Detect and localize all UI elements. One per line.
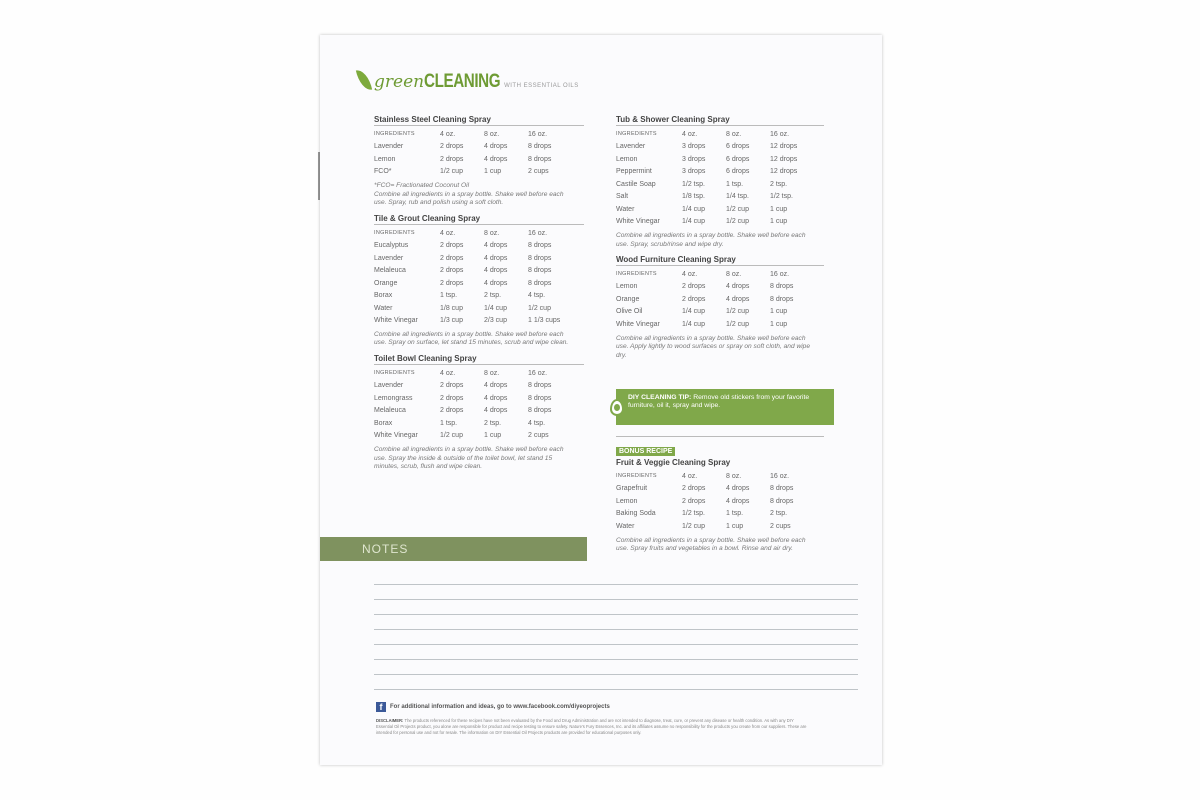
- ingredient-amount: 2 cups: [528, 168, 549, 176]
- ingredient-amount: 1 cup: [484, 432, 502, 440]
- facebook-icon: f: [376, 702, 386, 712]
- recipe-instructions: [616, 537, 816, 554]
- table-row: [374, 417, 551, 430]
- ingredient-amount: 1/2 cup: [440, 168, 463, 176]
- ingredient-amount: 6 drops: [726, 143, 750, 151]
- table-row: [616, 306, 793, 319]
- ingredient-amount: 8 drops: [528, 242, 552, 250]
- ingredient-amount: 1/2 cup: [726, 308, 749, 316]
- header-size: 16 oz.: [528, 130, 548, 138]
- table-row: [616, 191, 797, 204]
- header-size: 4 oz.: [682, 270, 698, 278]
- ingredient-amount: 8 drops: [528, 382, 552, 390]
- ingredient-amount: 8 drops: [770, 283, 794, 291]
- ingredient-amount: 1 cup: [770, 320, 788, 328]
- recipe-title: Toilet Bowl Cleaning Spray: [374, 354, 584, 365]
- ingredient-amount: 6 drops: [726, 155, 750, 163]
- instruction-text: Combine all ingredients in a spray bottle. Shake well before each use. Spray the inside & outside of the toilet bowl, let stand 15 minutes, scrub, flush and wipe clean.: [374, 445, 564, 471]
- recipe-card: [616, 255, 824, 360]
- ingredient-amount: 2 tsp.: [484, 419, 502, 427]
- ingredient-name: White Vinegar: [616, 218, 660, 226]
- header-size: 4 oz.: [440, 369, 456, 377]
- header-size: 16 oz.: [770, 270, 790, 278]
- ingredient-name: Orange: [616, 295, 640, 303]
- ingredient-amount: 4 drops: [484, 407, 508, 415]
- ingredient-amount: 1/4 cup: [484, 304, 507, 312]
- table-row: [616, 203, 797, 216]
- ingredient-amount: 1 cup: [770, 205, 788, 213]
- right-column: [616, 115, 824, 366]
- instruction-text: *FCO= Fractionated Coconut Oil: [374, 182, 470, 189]
- recipe-instructions: [374, 182, 574, 208]
- notes-line: [374, 674, 858, 675]
- recipe-instructions: [616, 335, 816, 361]
- ingredient-amount: 4 drops: [484, 394, 508, 402]
- instruction-text: Combine all ingredients in a spray bottle. Shake well before each use. Spray, scrub/rinse and wipe dry.: [616, 232, 806, 248]
- ingredient-amount: 1/2 tsp.: [682, 180, 705, 188]
- ingredient-amount: 3 drops: [682, 168, 706, 176]
- ingredient-amount: 3 drops: [682, 143, 706, 151]
- ingredient-amount: 2 drops: [682, 295, 706, 303]
- ingredient-amount: 1 1/3 cups: [528, 317, 561, 325]
- ingredient-amount: 1 cup: [726, 522, 744, 530]
- ingredient-name: Grapefruit: [616, 485, 648, 493]
- ingredient-amount: 12 drops: [770, 143, 798, 151]
- table-row: [616, 281, 793, 294]
- facebook-text: For additional information and ideas, go to www.facebook.com/diyeoprojects: [390, 704, 610, 710]
- header-size: 16 oz.: [528, 369, 548, 377]
- header-size: 16 oz.: [770, 472, 790, 480]
- table-header-row: [616, 128, 797, 141]
- table-row: [374, 264, 560, 277]
- ingredient-table: [374, 227, 560, 327]
- left-column: [374, 115, 584, 478]
- notes-line: [374, 689, 858, 690]
- ingredient-amount: 1 cup: [770, 308, 788, 316]
- header-ingredients: INGREDIENTS: [374, 370, 415, 377]
- header-ingredients: INGREDIENTS: [374, 131, 415, 138]
- table-row: [616, 141, 797, 154]
- header-ingredients: INGREDIENTS: [616, 131, 657, 138]
- ingredient-table: [374, 128, 551, 178]
- ingredient-name: Salt: [616, 193, 629, 201]
- header-size: 4 oz.: [682, 472, 698, 480]
- ingredient-amount: 2 tsp.: [770, 510, 788, 518]
- ingredient-name: Borax: [374, 292, 393, 300]
- ingredient-amount: 4 drops: [484, 155, 508, 163]
- recipe-card: [374, 115, 584, 208]
- header-size: 8 oz.: [726, 130, 742, 138]
- tip-text: Remove old stickers from your favorite furniture, oil it, spray and wipe.: [628, 394, 810, 409]
- ingredient-table: [374, 367, 551, 442]
- ingredient-amount: 2 drops: [440, 155, 464, 163]
- instruction-text: Combine all ingredients in a spray bottle. Shake well before each use. Apply lightly to wood surfaces or spray on soft cloth, and wipe dry.: [616, 334, 811, 359]
- ingredient-name: Water: [616, 522, 635, 530]
- leaf-icon: [356, 68, 372, 92]
- ingredient-name: Olive Oil: [616, 308, 643, 316]
- ingredient-amount: 4 drops: [484, 254, 508, 262]
- table-row: [616, 318, 793, 331]
- ingredient-amount: 8 drops: [528, 407, 552, 415]
- header-ingredients: INGREDIENTS: [616, 271, 657, 278]
- ingredient-amount: 1 tsp.: [726, 510, 744, 518]
- ingredient-amount: 1/2 tsp.: [770, 193, 793, 201]
- table-row: [374, 429, 551, 442]
- header-size: 8 oz.: [484, 369, 500, 377]
- disclaimer: [376, 718, 808, 735]
- ingredient-amount: 2/3 cup: [484, 317, 507, 325]
- water-drop-icon: [610, 399, 624, 416]
- notes-line: [374, 629, 858, 630]
- ingredient-name: Lemon: [616, 497, 638, 505]
- ingredient-amount: 4 drops: [484, 267, 508, 275]
- brand-subtitle: WITH ESSENTIAL OILS: [504, 83, 579, 89]
- table-row: [374, 392, 551, 405]
- ingredient-amount: 8 drops: [528, 394, 552, 402]
- ingredient-amount: 4 drops: [484, 242, 508, 250]
- recipe-instructions: [616, 232, 816, 249]
- table-row: [616, 508, 793, 521]
- recipe-title: Tub & Shower Cleaning Spray: [616, 115, 824, 126]
- recipe-title: Stainless Steel Cleaning Spray: [374, 115, 584, 126]
- recipe-card: [374, 354, 584, 472]
- table-row: [374, 277, 560, 290]
- ingredient-amount: 1/2 cup: [440, 432, 463, 440]
- table-row: [374, 141, 551, 154]
- ingredient-name: Lemongrass: [374, 394, 413, 402]
- ingredient-amount: 1/4 cup: [682, 308, 705, 316]
- ingredient-name: Borax: [374, 419, 393, 427]
- ingredient-amount: 1/4 tsp.: [726, 193, 749, 201]
- table-row: [616, 178, 797, 191]
- ingredient-amount: 2 drops: [682, 283, 706, 291]
- ingredient-amount: 4 drops: [726, 295, 750, 303]
- ingredient-amount: 8 drops: [528, 143, 552, 151]
- header-size: 4 oz.: [682, 130, 698, 138]
- ingredient-name: Baking Soda: [616, 510, 656, 518]
- recipe-instructions: [374, 446, 574, 472]
- recipe-title: Fruit & Veggie Cleaning Spray: [616, 458, 731, 467]
- ingredient-amount: 1/2 cup: [726, 205, 749, 213]
- ingredient-name: Peppermint: [616, 168, 652, 176]
- table-row: [616, 520, 793, 533]
- table-row: [616, 293, 793, 306]
- notes-line: [374, 584, 858, 585]
- ingredient-amount: 2 drops: [682, 485, 706, 493]
- notes-line: [374, 644, 858, 645]
- ingredient-amount: 8 drops: [528, 155, 552, 163]
- ingredient-amount: 12 drops: [770, 168, 798, 176]
- header-size: 8 oz.: [726, 270, 742, 278]
- ingredient-table: [616, 470, 793, 533]
- ingredient-name: Lemon: [616, 155, 638, 163]
- ingredient-amount: 8 drops: [770, 485, 794, 493]
- ingredient-name: Melaleuca: [374, 407, 406, 415]
- notes-heading: NOTES: [320, 537, 587, 561]
- ingredient-name: Water: [374, 304, 393, 312]
- ingredient-amount: 4 tsp.: [528, 419, 546, 427]
- table-row: [616, 216, 797, 229]
- ingredient-name: White Vinegar: [374, 317, 418, 325]
- table-row: [374, 252, 560, 265]
- ingredient-name: Lavender: [616, 143, 646, 151]
- ingredient-amount: 1/2 cup: [726, 320, 749, 328]
- ingredient-name: Lavender: [374, 382, 404, 390]
- ingredient-amount: 8 drops: [528, 254, 552, 262]
- ingredient-amount: 1 cup: [484, 168, 502, 176]
- ingredient-amount: 1/2 cup: [528, 304, 551, 312]
- disclaimer-text: The products referenced for these recipes have not been evaluated by the Food and Drug Administration and are not intended to diagnose, treat, cure, or prevent any disease or health condition. As with any DIY Essential Oil Projects product, you alone are responsible for product and recipe testing to ensure safety. Nature's Fury Essences, Inc. and its affiliates assume no responsibility for the products you create from our suppliers. These are intended for personal use and not for resale. The information on DIY Essential Oil Projects products are provided for educational purposes only.: [376, 718, 807, 735]
- ingredient-amount: 4 drops: [484, 143, 508, 151]
- ingredient-amount: 2 drops: [440, 382, 464, 390]
- diy-cleaning-tip-box: [616, 389, 834, 425]
- ingredient-name: Lemon: [616, 283, 638, 291]
- ingredient-amount: 2 cups: [528, 432, 549, 440]
- table-row: [616, 166, 797, 179]
- ingredient-name: FCO*: [374, 168, 392, 176]
- ingredient-amount: 2 tsp.: [484, 292, 502, 300]
- brand-green: green: [374, 72, 425, 92]
- ingredient-amount: 6 drops: [726, 168, 750, 176]
- header-ingredients: INGREDIENTS: [374, 230, 415, 237]
- notes-line: [374, 599, 858, 600]
- ingredient-amount: 1/2 cup: [726, 218, 749, 226]
- ingredient-name: Lemon: [374, 155, 396, 163]
- table-row: [374, 404, 551, 417]
- ingredient-amount: 1 tsp.: [726, 180, 744, 188]
- ingredient-amount: 8 drops: [770, 295, 794, 303]
- table-row: [616, 495, 793, 508]
- recipe-sheet: [320, 35, 882, 765]
- header-ingredients: INGREDIENTS: [616, 473, 657, 480]
- ingredient-amount: 1/4 cup: [682, 205, 705, 213]
- ingredient-amount: 2 drops: [440, 254, 464, 262]
- table-row: [374, 289, 560, 302]
- table-header-row: [374, 128, 551, 141]
- ingredient-name: Lavender: [374, 143, 404, 151]
- ingredient-name: White Vinegar: [616, 320, 660, 328]
- ingredient-amount: 1/2 tsp.: [682, 510, 705, 518]
- ingredient-amount: 1/4 cup: [682, 320, 705, 328]
- instruction-text: Combine all ingredients in a spray bottle. Shake well before each use. Spray on surface, let stand 15 minutes, scrub and wipe clean.: [374, 330, 569, 347]
- table-row: [374, 153, 551, 166]
- recipe-title: Wood Furniture Cleaning Spray: [616, 255, 824, 266]
- instruction-text: Combine all ingredients in a spray bottle. Shake well before each use. Spray fruits and vegetables in a bowl. Rinse and air dry.: [616, 536, 806, 553]
- notes-line: [374, 614, 858, 615]
- table-header-row: [616, 470, 793, 483]
- ingredient-amount: 1 tsp.: [440, 292, 458, 300]
- header-size: 4 oz.: [440, 130, 456, 138]
- ingredient-amount: 2 drops: [440, 394, 464, 402]
- brand-header: [358, 69, 579, 91]
- instruction-text: Combine all ingredients in a spray bottle. Shake well before each use. Spray, rub and polish using a soft cloth.: [374, 190, 564, 207]
- ingredient-name: Orange: [374, 279, 398, 287]
- ingredient-amount: 4 drops: [484, 382, 508, 390]
- header-size: 16 oz.: [770, 130, 790, 138]
- ingredient-amount: 2 drops: [440, 143, 464, 151]
- ingredient-amount: 1/4 cup: [682, 218, 705, 226]
- ingredient-name: White Vinegar: [374, 432, 418, 440]
- ingredient-amount: 3 drops: [682, 155, 706, 163]
- table-row: [374, 166, 551, 179]
- ingredient-name: Eucalyptus: [374, 242, 409, 250]
- table-header-row: [374, 367, 551, 380]
- ingredient-amount: 1/8 tsp.: [682, 193, 705, 201]
- ingredient-amount: 4 drops: [726, 283, 750, 291]
- ingredient-amount: 1/8 cup: [440, 304, 463, 312]
- ingredient-amount: 4 drops: [726, 497, 750, 505]
- table-header-row: [374, 227, 560, 240]
- table-row: [616, 483, 793, 496]
- notes-line: [374, 659, 858, 660]
- ingredient-amount: 2 drops: [440, 267, 464, 275]
- table-row: [374, 379, 551, 392]
- ingredient-amount: 2 cups: [770, 522, 791, 530]
- recipe-card: [616, 458, 824, 554]
- ingredient-amount: 4 drops: [484, 279, 508, 287]
- ingredient-amount: 8 drops: [528, 279, 552, 287]
- disclaimer-label: DISCLAIMER:: [376, 718, 404, 723]
- ingredient-name: Castile Soap: [616, 180, 656, 188]
- ingredient-amount: 4 drops: [726, 485, 750, 493]
- ingredient-table: [616, 268, 793, 331]
- ingredient-amount: 8 drops: [770, 497, 794, 505]
- table-row: [374, 314, 560, 327]
- divider: [616, 436, 824, 437]
- brand-cleaning: CLEANING: [424, 71, 501, 92]
- ingredient-amount: 1 tsp.: [440, 419, 458, 427]
- table-row: [374, 239, 560, 252]
- recipe-card: [374, 214, 584, 348]
- table-row: [616, 153, 797, 166]
- bonus-recipe: [616, 440, 824, 560]
- recipe-instructions: [374, 331, 574, 348]
- bonus-badge: BONUS RECIPE: [616, 447, 675, 456]
- ingredient-amount: 1/3 cup: [440, 317, 463, 325]
- table-header-row: [616, 268, 793, 281]
- table-row: [374, 302, 560, 315]
- ingredient-amount: 1 cup: [770, 218, 788, 226]
- header-size: 8 oz.: [726, 472, 742, 480]
- ingredient-name: Melaleuca: [374, 267, 406, 275]
- ingredient-amount: 2 drops: [440, 242, 464, 250]
- recipe-card: [616, 115, 824, 249]
- header-size: 4 oz.: [440, 229, 456, 237]
- ingredient-amount: 2 drops: [440, 279, 464, 287]
- header-size: 8 oz.: [484, 130, 500, 138]
- header-size: 16 oz.: [528, 229, 548, 237]
- ingredient-amount: 12 drops: [770, 155, 798, 163]
- header-size: 8 oz.: [484, 229, 500, 237]
- ingredient-amount: 1/2 cup: [682, 522, 705, 530]
- ingredient-name: Water: [616, 205, 635, 213]
- recipe-title: Tile & Grout Cleaning Spray: [374, 214, 584, 225]
- ingredient-name: Lavender: [374, 254, 404, 262]
- ingredient-amount: 2 drops: [440, 407, 464, 415]
- ingredient-table: [616, 128, 797, 228]
- facebook-line: [376, 702, 610, 712]
- ingredient-amount: 4 tsp.: [528, 292, 546, 300]
- ingredient-amount: 2 drops: [682, 497, 706, 505]
- ingredient-amount: 2 tsp.: [770, 180, 788, 188]
- ingredient-amount: 8 drops: [528, 267, 552, 275]
- tip-label: DIY CLEANING TIP:: [628, 394, 692, 401]
